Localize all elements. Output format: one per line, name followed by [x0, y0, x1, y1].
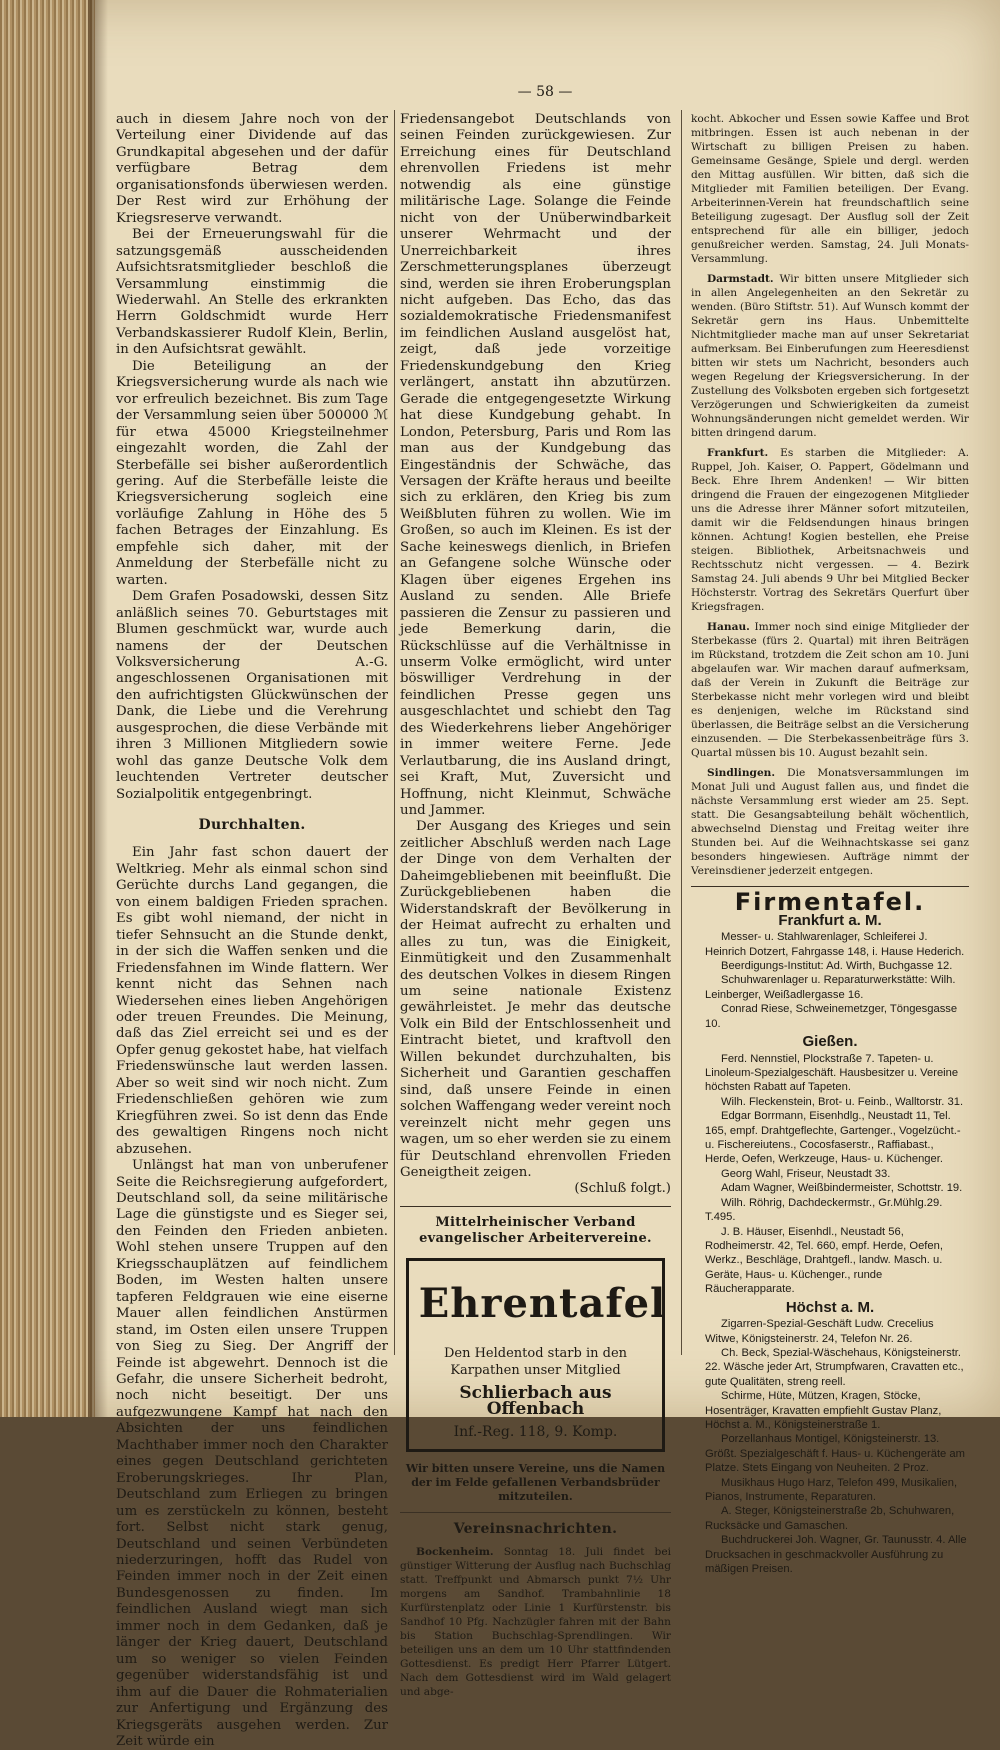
city-section: [691, 911, 969, 1031]
paragraph: Bei der Erneuerungswahl für die satzungsgemäß ausscheidenden Aufsichtsratsmitglieder beschloß die Versammlung einstimmig die Wiederwahl. An Stelle des erkrankten Herrn Goldschmidt wurde Herr Verbandskassierer Rudolf Klein, Berlin, in den Aufsichtsrat gewählt.: [116, 227, 388, 358]
honor-roll-box: [406, 1258, 665, 1452]
fallen-name-origin: aus Offenbach: [486, 1382, 612, 1420]
firm-listing: Ch. Beck, Spezial-Wäschehaus, Königsteinerstr. 22. Wäsche jeder Art, Strumpfwaren, Cravatten etc., gute Qualitäten, streng reell.: [705, 1346, 964, 1388]
honor-roll-text: Den Heldentod starb in den Karpathen unser Mitglied: [443, 1345, 628, 1378]
club-news-entry: [691, 620, 969, 760]
paragraph: auch in diesem Jahre noch von der Verteilung einer Dividende auf das Grundkapital abgesehen und der dafür verfügbare Betrag dem organisationsfonds überwiesen werden. Der Rest wird zur Erhöhung der Kriegsreserve verwandt.: [116, 112, 388, 226]
paragraph: Ein Jahr fast schon dauert der Weltkrieg. Mehr als einmal schon sind Gerüchte durchs Land gegangen, die von einem baldigen Frieden sprachen. Es gibt wohl niemand, der nicht in tiefer Sehnsucht an die Stunde denkt, in der sich die Waffen senken und die Friedensfahnen im Winde flattern. Wer kennt nicht das Sehnen nach Wiedersehen eines lieben Angehörigen oder treuen Freundes. Die Meinung, daß das Ziel erreicht sei und es der Opfer genug gekostet habe, hat vielfach Friedenswünsche laut werden lassen. Aber so weit sind wir noch nicht. Zum Friedenschließen gehören wie zum Kriegführen zwei. So ist denn das Ende des gewaltigen Ringens noch nicht abzusehen.: [116, 845, 388, 1157]
firm-listing: Edgar Borrmann, Eisenhdlg., Neustadt 11, Tel. 165, empf. Drahtgeflechte, Gartenger., Vogelzücht.- u. Fischereiutens., Cocosfaserstr., Raffiabast., Herde, Oefen, Werkzeuge, Haus- u. Küchenger.: [705, 1110, 961, 1166]
firm-listing: Ferd. Nennstiel, Plockstraße 7. Tapeten- u. Linoleum-Spezialgeschäft. Hausbesitzer u. Vereine höchsten Rabatt auf Tapeten.: [705, 1052, 959, 1094]
club-news-text: Die Monatsversammlungen im Monat Juli und August fallen aus, und findet die nächste Versammlung erst wieder am 25. Sept. statt. Die Gesangsabteilung behält wöchentlich, abwechselnd Dienstag und Freitag weiter ihre Stunden bei. Auf die Weihnachtskasse sei ganz besonders hingewiesen. Aufträge nimmt der Vereinsdiener jederzeit entgegen.: [691, 767, 969, 877]
firm-listing: Schuhwarenlager u. Reparaturwerkstätte: Wilh. Leinberger, Weißadlergasse 16.: [705, 974, 956, 1001]
column-3: [691, 112, 969, 1576]
binding-shadow: [88, 0, 108, 1417]
book-binding: [0, 0, 95, 1417]
paragraph: Unlängst hat man von unberufener Seite die Reichsregierung aufgefordert, Deutschland soll, da seine militärische Lage die günstigste und es Sieger sei, den Feinden den Frieden anbieten. Wohl stehen unsere Truppen auf den Kriegsschauplätzen auf feindlichem Boden, im Westen halten unsere tapferen Feldgrauen wie eine eiserne Mauer allen feindlichen Anstürmen stand, im Osten eilen unsere Truppen von Sieg zu Sieg. Der Angriff der Feinde ist abgewehrt. Dennoch ist die Gefahr, die unsere Sicherheit bedroht, noch nicht beseitigt. Der uns aufgezwungene Kampf hat nach den Absichten der uns feindlichen Machthaber immer noch den Charakter eines gegen Deutschland gerichteten Eroberungskrieges. Ihr Plan, Deutschland zum Erliegen zu bringen um es zerstückeln zu können, besteht fort. Selbst nicht stark genug, Deutschland und seinen Verbündeten niederzuringen, hofft das Rudel von Feinden immer noch in der Zeit einen Bundesgenossen zu finden. Im feindlichen Ausland wiegt man sich immer noch in dem Gedanken, daß je länger der Krieg dauert, Deutschland um so weniger so vielen Feinden gegenüber widerstandsfähig ist und ihm auf die Dauer die Rohmaterialien zur Anfertigung und Ergänzung des Kriegsgeräts ausgehen werden. Zur Zeit würde ein: [116, 1158, 388, 1749]
column-2: [400, 112, 671, 1699]
city-name: Höchst a. M.: [785, 1298, 875, 1316]
firm-listing: Wilh. Fleckenstein, Brot- u. Feinb., Walltorstr. 31.: [721, 1095, 964, 1108]
club-place: Bockenheim.: [416, 1546, 494, 1559]
club-news-entry: [691, 272, 969, 440]
section-heading: Mittelrheinischer Verband evangelischer Arbeitervereine.: [419, 1214, 652, 1247]
firm-listing: Buchdruckerei Joh. Wagner, Gr. Taunusstr. 4. Alle Drucksachen in geschmackvoller Ausführung zu mäßigen Preisen.: [705, 1534, 967, 1576]
club-news-entry: [400, 1545, 671, 1699]
divider: [691, 886, 969, 887]
paragraph: Friedensangebot Deutschlands von seinen Feinden zurückgewiesen. Zur Erreichung eines für Deutschland ehrenvollen Friedens ist mehr notwendig als eine günstige militärische Lage. Solange die Feinde nicht von der Unüberwindbarkeit unserer Wehrmacht und der Unerreichbarkeit ihres Zerschmetterungsplanes überzeugt sind, werden sie ihren Eroberungsplan nicht aufgeben. Das Echo, das das sozialdemokratische Friedensmanifest im feindlichen Ausland ausgelöst hat, zeigt, daß jede vorzeitige Friedenskundgebung den Krieg verlängert, anstatt ihn abzutürzen. Gerade die entgegengesetzte Wirkung hat diese Kundgebung gehabt. In London, Petersburg, Paris und Rom las man aus der Kundgebung das Eingeständnis der Schwäche, das Versagen der Kräfte heraus und beeilte sich zu erklären, den Krieg bis zum Weißbluten führen zu wollen. Wie im Großen, so auch im Kleinen. Es ist der Sache keineswegs dienlich, in Briefen an Gefangene solche Wünsche oder Klagen über eigenes Ergehen ins Ausland zu senden. Alle Briefe passieren die Zensur zu passieren und jede Bemerkung darin, die Rückschlüsse auf die Verhältnisse in unserm Volke ermöglicht, wird unter böswilliger Verdrehung in der feindlichen Presse gegen uns ausgeschlachtet und schiebt den Tag des Wiederkehrens lieber Angehöriger in immer weitere Ferne. Jede Verlautbarung, die ins Ausland dringt, sei Kraft, Mut, Zuversicht und Hoffnung, nicht Kleinmut, Schwäche und Jammer.: [400, 112, 671, 819]
club-news-entry: [691, 112, 969, 266]
column-1: [116, 112, 388, 1749]
city-name: Frankfurt a. M.: [778, 911, 882, 929]
club-news-text: Immer noch sind einige Mitglieder der Sterbekasse (fürs 2. Quartal) mit ihren Beiträgen im Rückstand, trotzdem die Zeit schon am 10. Juni abgelaufen war. Wir machen darauf aufmerksam, daß der Verein in Zukunft die Beiträge zur Sterbekasse nicht mehr vorlegen wird und bleibt es denjenigen, welche im Rückstand sind überlassen, die Beiträge selbst an die Versicherung einzusenden. — Die Sterbekassenbeiträge fürs 3. Quartal müssen bis 10. August bezahlt sein.: [691, 621, 969, 759]
firm-listing: Beerdigungs-Institut: Ad. Wirth, Buchgasse 12.: [721, 960, 953, 972]
club-news-entry: [691, 446, 969, 614]
club-place: Frankfurt.: [707, 447, 769, 459]
firm-listing: Wilh. Röhrig, Dachdeckermstr., Gr.Mühlg.29. T.495.: [705, 1196, 943, 1224]
city-name: Gießen.: [802, 1033, 858, 1051]
firm-listing: Messer- u. Stahlwarenlager, Schleiferei J. Heinrich Dotzert, Fahrgasse 148, i. Hause Hederich.: [705, 931, 965, 958]
firm-listing: Conrad Riese, Schweinemetzger, Töngesgasse 10.: [705, 1003, 958, 1030]
page-number: — 58 —: [517, 84, 573, 100]
firm-listing: Georg Wahl, Friseur, Neustadt 33.: [721, 1167, 891, 1180]
firm-listing: J. B. Häuser, Eisenhdl., Neustadt 56, Rodheimerstr. 42, Tel. 660, empf. Herde, Oefen, Werkz., Beschläge, Drahtgefl., landw. Masch. u. Geräte, Haus- u. Küchenger., runde Räucherapparate.: [705, 1225, 943, 1296]
club-news-text: Sonntag 18. Juli findet bei günstiger Witterung der Ausflug nach Buchschlag statt. Treffpunkt und Abmarsch punkt 7½ Uhr morgens am Sandhof. Trambahnlinie 18 Kurfürstenplatz oder Linie 1 Kurfürstenstr. bis Sandhof 10 Pfg. Nachzügler fahren mit der Bahn bis Station Buchschlag-Sprendlingen. Wir beteiligen uns an dem um 10 Uhr stattfindenden Gottesdienst. Es predigt Herr Pfarrer Lütgert. Nach dem Gottesdienst wird im Wald gelagert und abge-: [400, 1546, 671, 1699]
continuation-note: (Schluß folgt.): [574, 1181, 671, 1197]
club-news-text: Es starben die Mitglieder: A. Ruppel, Joh. Kaiser, O. Pappert, Gödelmann und Beck. Ehre Ihrem Andenken! — Wir bitten dringend die Frauen der eingezogenen Mitglieder uns die Adresse ihrer Männer sofort mitzuteilen, damit wir die Feldsendungen hinaus bringen können. Achtung! Kogien bestellen, ehe Preise steigen. Bibliothek, Arbeitsnachweis und Rechtsschutz nicht vergessen. — 4. Bezirk Samstag 24. Juli abends 9 Uhr bei Mitglied Becker Höchsterstr. Vortrag des Sekretärs Querfurt über Kriegsfragen.: [691, 447, 969, 613]
divider: [400, 1512, 671, 1513]
club-place: Darmstadt.: [707, 273, 774, 285]
club-place: Hanau.: [707, 621, 750, 633]
firm-listing: Musikhaus Hugo Harz, Telefon 499, Musikalien, Pianos, Instrumente, Reparaturen.: [705, 1476, 958, 1503]
city-section: [691, 1035, 969, 1297]
paragraph: Die Beteiligung an der Kriegsversicherung wurde als nach wie vor erfreulich bezeichnet. Bis zum Tage der Versammlung seien über 500000 ℳ für etwa 45000 Kriegsteilnehmer eingezahlt worden, die Zahl der Sterbefälle sei bisher außerordentlich gering. Auf die Sterbefälle leiste die Kriegsversicherung sogleich eine vorläufige Zahlung in Höhe des 5 fachen Betrages der Einzahlung. Es empfehle sich daher, mit der Anmeldung der Sterbefälle nicht zu warten.: [116, 358, 388, 588]
section-heading: Vereinsnachrichten.: [453, 1520, 618, 1537]
paragraph: Dem Grafen Posadowski, dessen Sitz anläßlich seines 70. Geburtstages mit Blumen geschmückt war, wurde auch namens der der Deutschen Volksversicherung A.-G. angeschlossenen Organisationen mit den aufrichtigsten Glückwünschen der Dank, die Liebe und die Verehrung ausgesprochen, die diese Verbände mit ihren 3 Millionen Mitgliedern sowie wohl das ganze Deutsche Volk dem leuchtenden Vertreter deutscher Sozialpolitik entgegenbringt.: [116, 589, 388, 802]
article-heading: Durchhalten.: [198, 817, 306, 834]
paragraph: Der Ausgang des Krieges und sein zeitlicher Abschluß werden nach Lage der Dinge von dem Verhalten der Daheimgebliebenen mit beeinflußt. Die Zurückgebliebenen haben die Widerstandskraft der Bevölkerung in der Heimat aufrecht zu erhalten und alles zu tun, was die Einigkeit, Einmütigkeit und den Zusammenhalt des deutschen Volkes in diesem Ringen um seine nationale Existenz gewährleistet. Je mehr das deutsche Volk ein Bild der Entschlossenheit und Eintracht bietet, und kraftvoll den Willen bekundet durchzuhalten, bis Sicherheit und Garantien geschaffen sind, daß unsere Feinde in einen solchen Waffengang weder vereint noch vereinzelt nicht mehr gegen uns wagen, um so eher werden sie zu einem für Deutschland ehrenvollen Frieden Geneigtheit zeigen.: [400, 819, 671, 1180]
club-news-text: Wir bitten unsere Mitglieder sich in allen Angelegenheiten an den Sekretär zu wenden. (Büro Stiftstr. 51). Auf Wunsch kommt der Sekretär gern ins Haus. Unbemittelte Nichtmitglieder mache man auf unser Sekretariat aufmerksam. Bei Einberufungen zum Heeresdienst bitten wir stets um Nachricht, besonders auch wegen Regelung der Kriegsversicherung. In der Zustellung des Volksboten ergeben sich fortgesetzt Verzögerungen und Schwierigkeiten da zumeist Wohnungsänderungen nicht gemeldet werden. Wir bitten dringend darum.: [691, 273, 969, 439]
firm-listing: Schirme, Hüte, Mützen, Kragen, Stöcke, Hosenträger, Kravatten empfiehlt Gustav Planz, Höchst a. M., Königsteinerstraße 1.: [705, 1390, 942, 1431]
club-place: Sindlingen.: [707, 767, 776, 779]
firm-listing: Adam Wagner, Weißbindermeister, Schottstr. 19.: [721, 1182, 963, 1195]
notice-text: Wir bitten unsere Vereine, uns die Namen der im Felde gefallenen Verbandsbrüder mitzuteilen.: [405, 1461, 666, 1503]
divider: [400, 1206, 671, 1207]
honor-roll-title: Ehrentafel: [418, 1279, 667, 1327]
club-news-text: kocht. Abkocher und Essen sowie Kaffee und Brot mitbringen. Essen ist auch nebenan in der Wirtschaft zu billigen Preisen zu haben. Gemeinsame Gesänge, Spiele und dergl. werden den Mittag ausfüllen. Wir bitten, daß sich die Mitglieder mit Familien beteiligen. Der Evang. Arbeiterinnen-Verein hat freundschaftlich seine Beteiligung zugesagt. Der Ausflug soll der Zeit entsprechend für alle ein billiger, jedoch genußreicher werden. Samstag, 24. Juli Monats-Versammlung.: [691, 113, 969, 265]
club-news-entry: [691, 766, 969, 878]
column-divider: [681, 110, 682, 1355]
fallen-member-name: [419, 1382, 652, 1420]
firm-listing: Zigarren-Spezial-Geschäft Ludw. Crecelius Witwe, Königsteinerstr. 24, Telefon Nr. 26.: [705, 1318, 934, 1345]
city-section: [691, 1298, 969, 1577]
column-divider: [394, 110, 395, 1355]
firm-listing: A. Steger, Königsteinerstraße 2b, Schuhwaren, Rucksäcke und Gamaschen.: [705, 1505, 955, 1532]
fallen-unit: Inf.-Reg. 118, 9. Komp.: [453, 1423, 618, 1440]
fallen-name-bold: Schlierbach: [459, 1382, 573, 1403]
firm-listing: Porzellanhaus Montigel, Königsteinerstr. 13. Größt. Spezialgeschäft f. Haus- u. Küchengeräte am Platze. Stets Eingang von Neuheiten. 2 Proz.: [705, 1433, 965, 1475]
business-directory-title: Firmentafel.: [734, 888, 926, 916]
